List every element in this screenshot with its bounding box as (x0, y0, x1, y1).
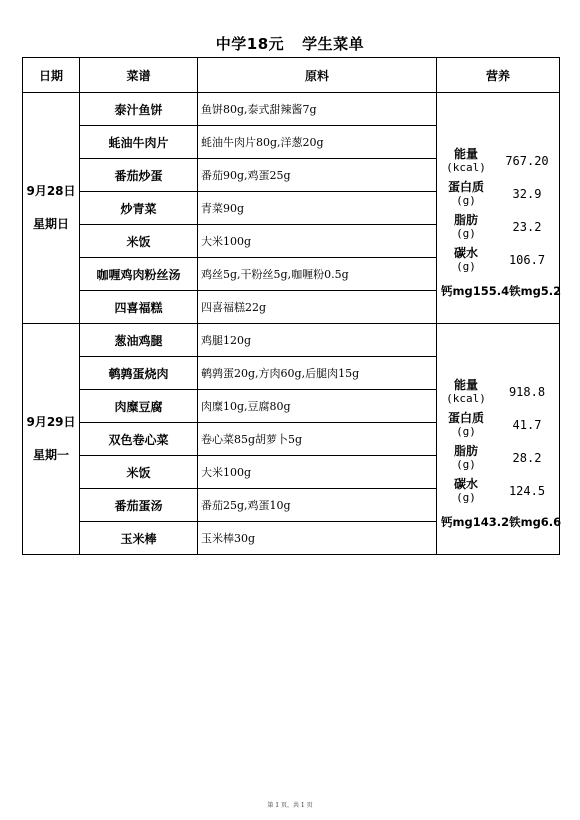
dish-name: 炒青菜 (80, 192, 198, 225)
table-row (23, 93, 560, 126)
dish-name: 泰汁鱼饼 (80, 93, 198, 126)
dish-name: 肉糜豆腐 (80, 390, 198, 423)
protein-value: 32.9 (512, 186, 542, 201)
header-nutrition: 营养 (437, 58, 560, 93)
dish-ingredients: 鹌鹑蛋20g,方肉60g,后腿肉15g (198, 357, 437, 390)
fat-unit: (g) (456, 226, 476, 240)
carb-label: 碳水 (453, 476, 478, 491)
dish-name: 蚝油牛肉片 (80, 126, 198, 159)
fat-row (437, 210, 559, 243)
protein-row (437, 408, 559, 441)
dish-ingredients: 玉米棒30g (198, 522, 437, 555)
dish-ingredients: 大米100g (198, 225, 437, 258)
iron-value: 铁mg6.6 (509, 515, 562, 529)
page-footer: 第 1 页，共 1 页 (267, 802, 313, 809)
header-row (23, 58, 560, 93)
energy-value: 918.8 (508, 384, 546, 399)
date-label: 9月28日 (26, 184, 76, 198)
dish-name: 番茄蛋汤 (80, 489, 198, 522)
protein-label: 蛋白质 (447, 410, 484, 425)
weekday-label: 星期日 (32, 217, 69, 231)
dish-ingredients: 鱼饼80g,泰式甜辣酱7g (198, 93, 437, 126)
nutrition-cell (437, 324, 560, 555)
fat-label: 脂肪 (453, 212, 478, 227)
dish-ingredients: 青菜90g (198, 192, 437, 225)
dish-name: 四喜福糕 (80, 291, 198, 324)
dish-ingredients: 肉糜10g,豆腐80g (198, 390, 437, 423)
energy-unit: (kcal) (446, 391, 486, 405)
energy-value: 767.20 (505, 153, 549, 168)
fat-label: 脂肪 (453, 443, 478, 458)
dish-name: 番茄炒蛋 (80, 159, 198, 192)
fat-row (437, 441, 559, 474)
date-label: 9月29日 (26, 415, 76, 429)
page-title (0, 33, 580, 54)
table-row (23, 324, 560, 357)
energy-row (437, 375, 559, 408)
carb-label: 碳水 (453, 245, 478, 260)
dish-name: 鹌鹑蛋烧肉 (80, 357, 198, 390)
dish-ingredients: 鸡腿120g (198, 324, 437, 357)
iron-value: 铁mg5.2 (509, 284, 562, 298)
protein-value: 41.7 (512, 417, 542, 432)
weekday-label: 星期一 (32, 448, 69, 462)
fat-unit: (g) (456, 457, 476, 471)
carb-value: 124.5 (508, 483, 546, 498)
protein-label: 蛋白质 (447, 179, 484, 194)
protein-unit: (g) (456, 193, 476, 207)
dish-ingredients: 鸡丝5g,干粉丝5g,咖喱粉0.5g (198, 258, 437, 291)
header-dish: 菜谱 (80, 58, 198, 93)
fat-value: 28.2 (512, 450, 542, 465)
header-ingredients: 原料 (198, 58, 437, 93)
energy-label: 能量 (453, 377, 478, 392)
dish-ingredients: 卷心菜85g胡萝卜5g (198, 423, 437, 456)
dish-name: 米饭 (80, 456, 198, 489)
dish-name: 葱油鸡腿 (80, 324, 198, 357)
dish-ingredients: 蚝油牛肉片80g,洋葱20g (198, 126, 437, 159)
minerals-row (437, 276, 562, 306)
dish-name: 玉米棒 (80, 522, 198, 555)
energy-row (437, 144, 559, 177)
minerals-row (437, 507, 562, 537)
protein-row (437, 177, 559, 210)
carb-value: 106.7 (508, 252, 546, 267)
protein-unit: (g) (456, 424, 476, 438)
fat-value: 23.2 (512, 219, 542, 234)
carb-unit: (g) (456, 259, 476, 273)
carb-row (437, 474, 559, 507)
dish-ingredients: 番茄25g,鸡蛋10g (198, 489, 437, 522)
carb-unit: (g) (456, 490, 476, 504)
energy-unit: (kcal) (446, 160, 486, 174)
calcium-value: 钙mg143.2 (441, 515, 510, 529)
menu-table (22, 57, 560, 555)
title-menu: 学生菜单 (302, 35, 365, 53)
nutrition-cell (437, 93, 560, 324)
dish-name: 咖喱鸡肉粉丝汤 (80, 258, 198, 291)
dish-name: 双色卷心菜 (80, 423, 198, 456)
title-school: 中学18元 (215, 35, 285, 53)
dish-ingredients: 大米100g (198, 456, 437, 489)
carb-row (437, 243, 559, 276)
calcium-value: 钙mg155.4 (441, 284, 510, 298)
dish-ingredients: 番茄90g,鸡蛋25g (198, 159, 437, 192)
date-cell (23, 324, 80, 555)
dish-name: 米饭 (80, 225, 198, 258)
dish-ingredients: 四喜福糕22g (198, 291, 437, 324)
date-cell (23, 93, 80, 324)
header-date: 日期 (23, 58, 80, 93)
energy-label: 能量 (453, 146, 478, 161)
